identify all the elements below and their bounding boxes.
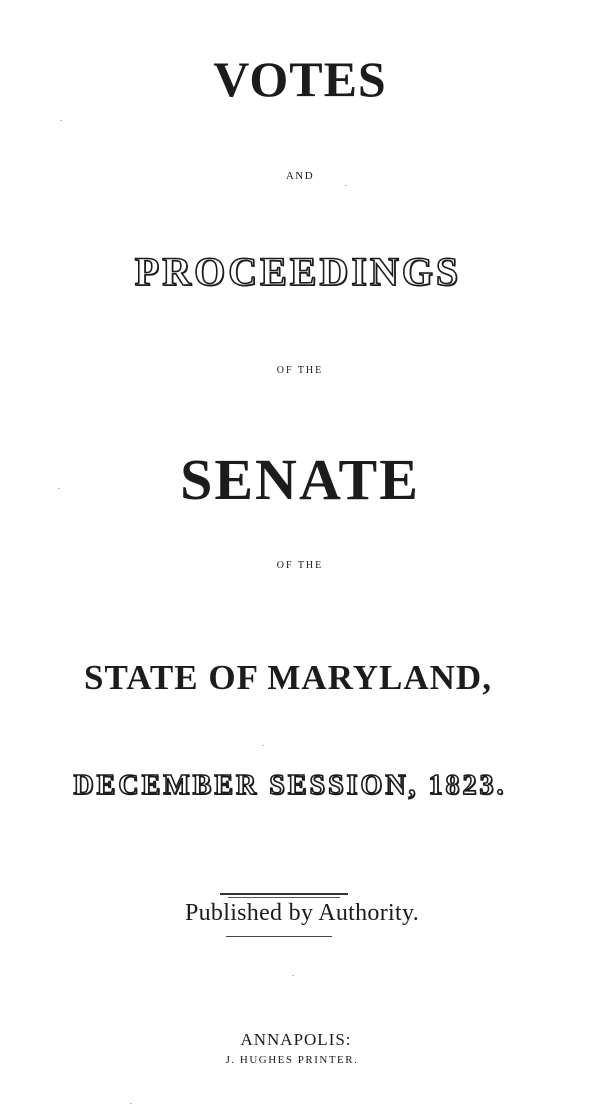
imprint-printer: J. HUGHES PRINTER. <box>225 1054 359 1066</box>
paper-speck <box>58 488 60 489</box>
session-line: DECEMBER SESSION, 1823. <box>73 770 507 801</box>
title-senate: SENATE <box>180 447 420 512</box>
connector-of-the-1: OF THE <box>276 365 324 376</box>
published-by-authority: Published by Authority. <box>184 900 420 926</box>
divider-top <box>220 893 348 895</box>
paper-speck <box>292 975 294 976</box>
divider-bottom <box>226 936 332 937</box>
imprint-city: ANNAPOLIS: <box>240 1030 352 1049</box>
connector-and: AND <box>285 170 315 182</box>
divider-top-inner <box>228 897 340 898</box>
paper-speck <box>262 745 264 746</box>
title-proceedings: PROCEEDINGS <box>134 249 462 294</box>
paper-speck <box>130 1103 132 1104</box>
title-state: STATE OF MARYLAND, <box>84 658 492 697</box>
paper-speck <box>345 185 347 186</box>
paper-speck <box>60 120 62 121</box>
connector-of-the-2: OF THE <box>276 560 324 571</box>
title-votes: VOTES <box>213 51 387 107</box>
